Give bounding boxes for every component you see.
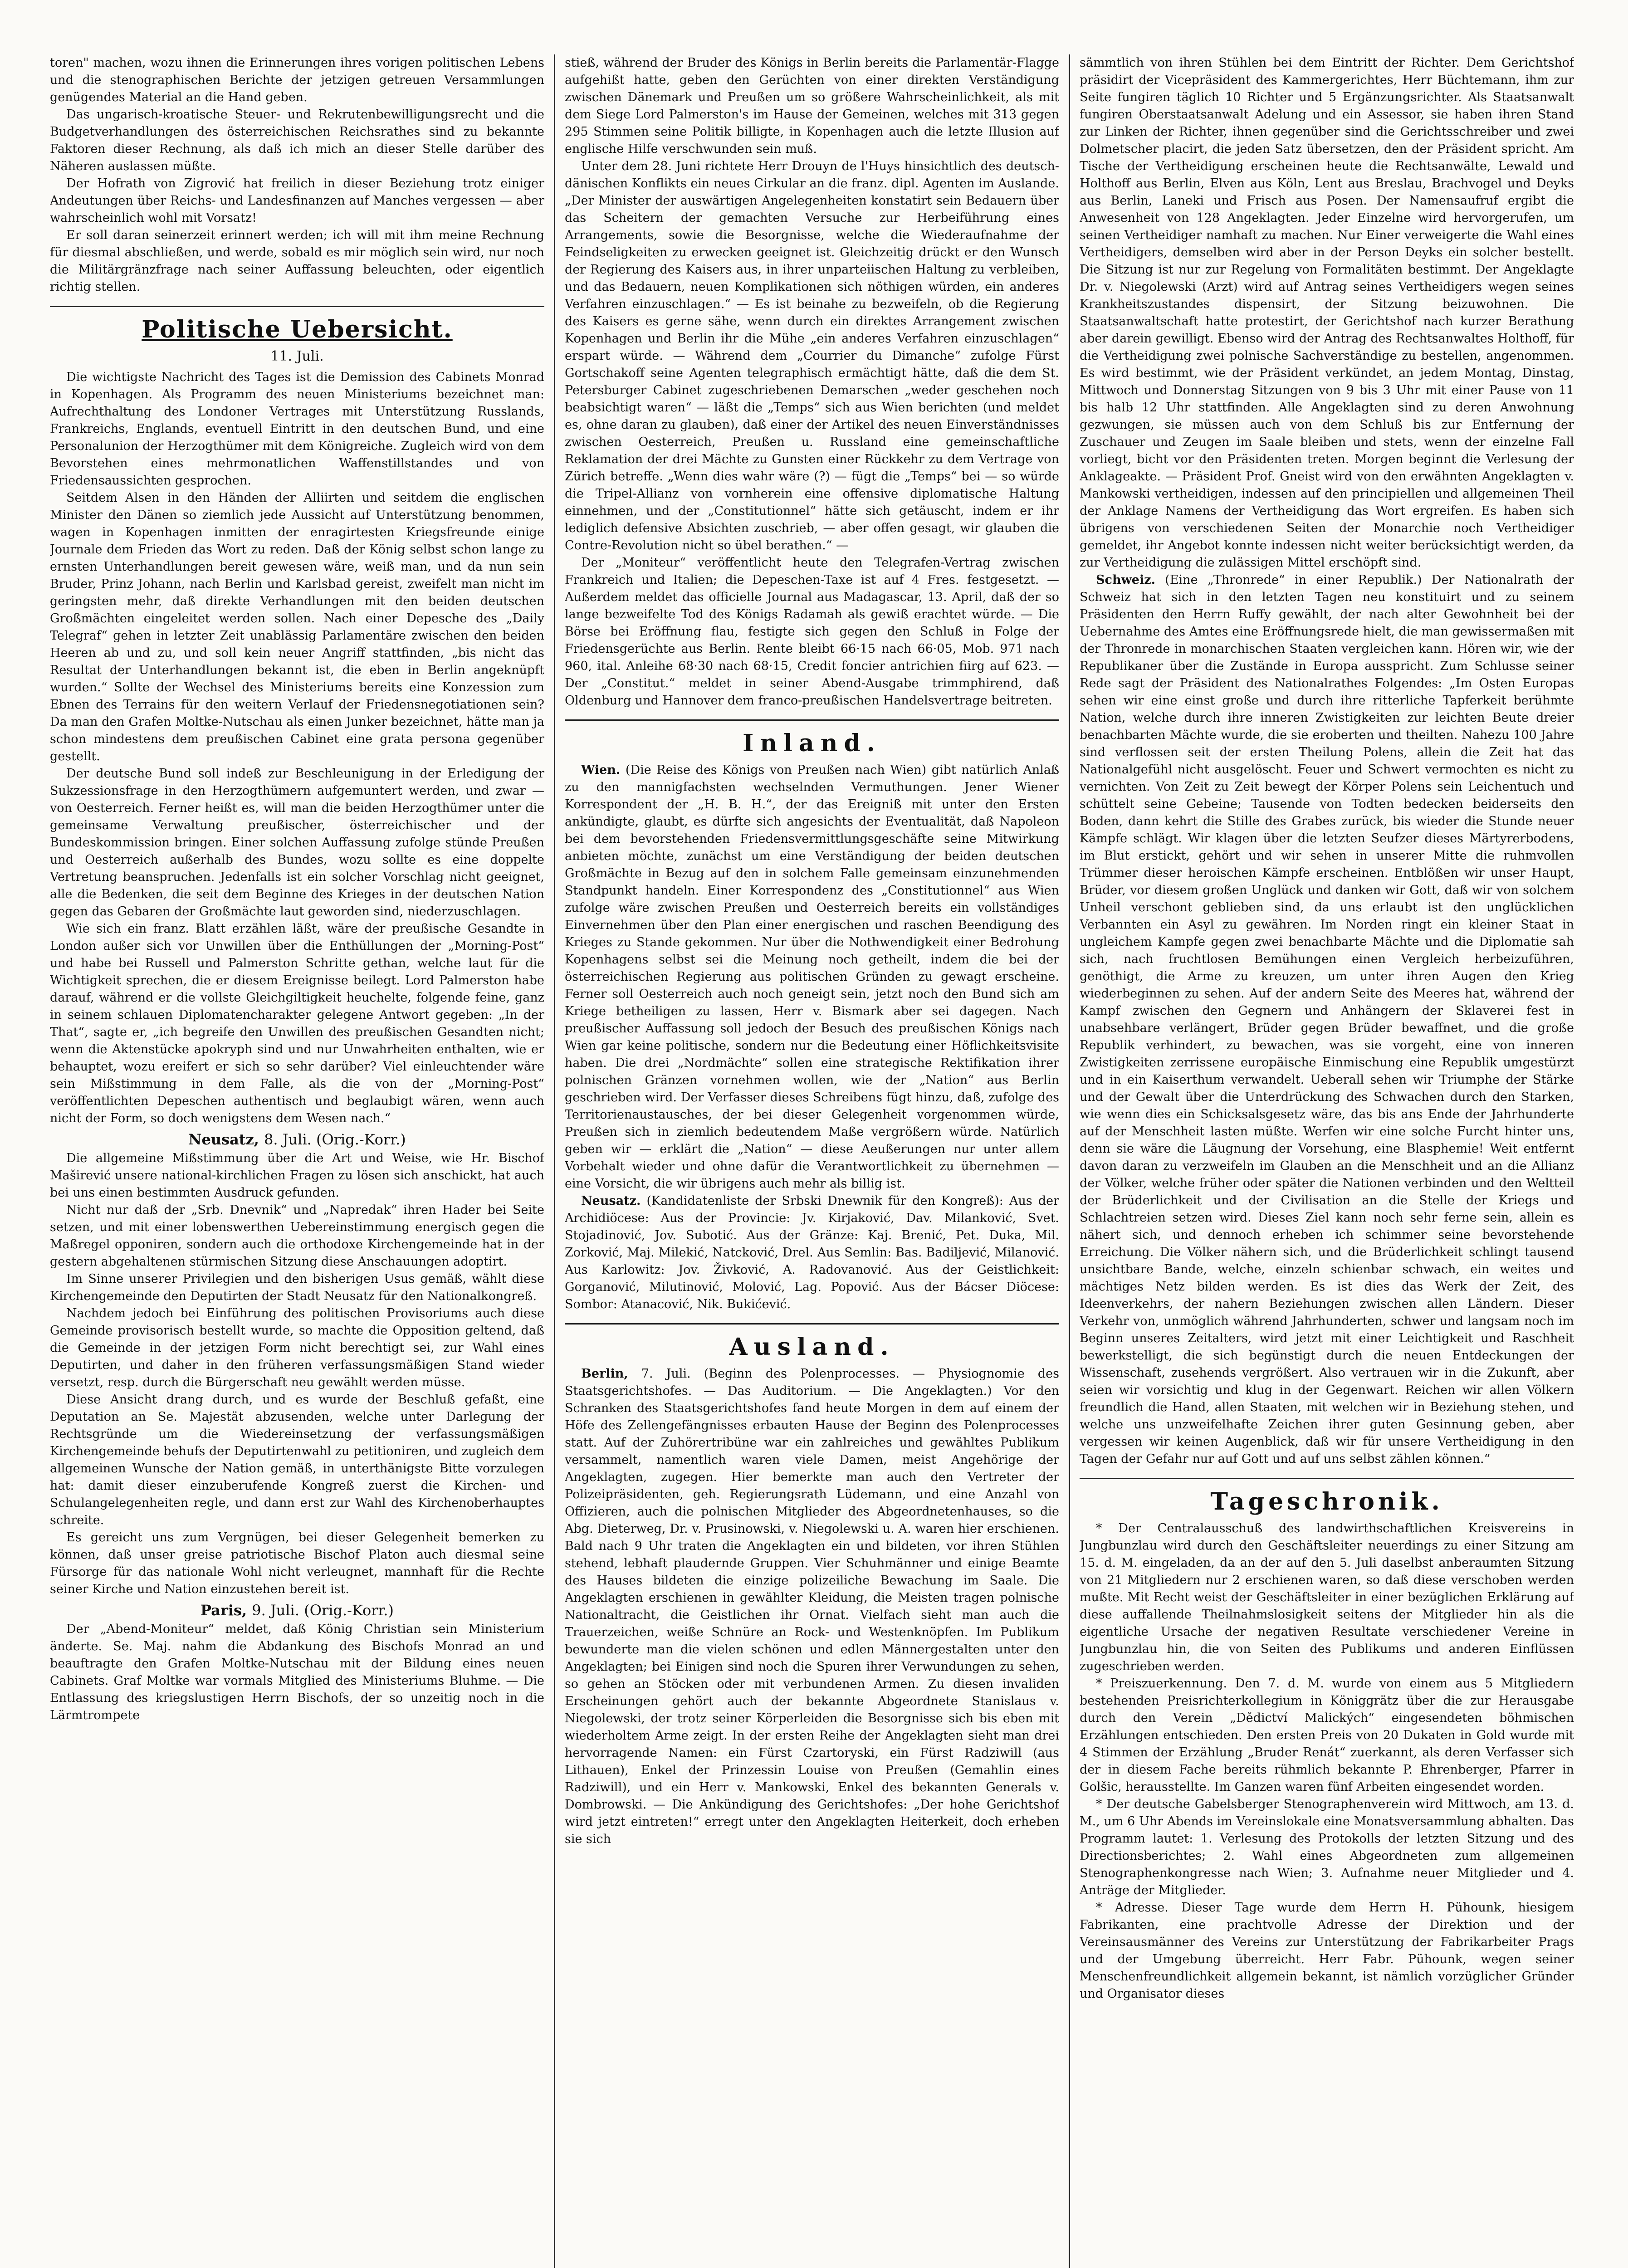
section-divider bbox=[565, 719, 1059, 721]
section-divider bbox=[1080, 1478, 1574, 1479]
newspaper-sheet bbox=[50, 54, 1583, 2268]
paragraph-body: (Die Reise des Königs von Preußen nach Wien) gibt natürlich Anlaß zu den mannigfachsten wechselnden Vermuthungen. Jener Wiener Korrespondent der „H. B. H.“, der das Ereigniß mit unter den Ersten ankündigte, glaubt, es dürfte sich angesichts der Eventualität, daß Napoleon bei dem bevorstehenden Friedensvermittlungsgeschäfte seine Mitwirkung anbieten möchte, zunächst um eine Verständigung der beiden deutschen Großmächte in Bezug auf den in solchem Falle gemeinsam einzunehmenden Standpunkt handeln. Einer Korrespondenz des „Constitutionnel“ aus Wien zufolge wäre zwischen Preußen und Oesterreich bereits ein vollständiges Einvernehmen über den Plan einer energischen und raschen Beendigung des Krieges zu Stande gekommen. Nur über die Nothwendigkeit einer Bedrohung Kopenhagens selbst sei die Meinung noch getheilt, indem die bei der österreichischen Regierung aus politischen Gründen zu gewagt erscheine. Ferner soll Oesterreich auch noch geneigt sein, jetzt noch den Bund sich am Kriege betheiligen zu lassen, Herr v. Bismark aber sei dagegen. Nach preußischer Auffassung soll jedoch der Besuch des preußischen Königs nach Wien gar keine politische, sondern nur die Bedeutung einer Höflichkeitsvisite haben. Die drei „Nordmächte“ sollen eine strategische Rektifikation ihrer polnischen Gränzen vornehmen wollen, wie der „Nation“ aus Berlin geschrieben wird. Der Verfasser dieses Schreibens fügt hinzu, daß, zufolge des Territorienaustausches, der bei dieser Gelegenheit vorgenommen würde, Preußen sich in ziemlich bedeutendem Maße vergrößern würde. Natürlich geben wir — erklärt die „Nation“ — diese Aeußerungen nur unter allem Vorbehalt wieder und ohne dafür die Verantwortlichkeit zu übernehmen — eine Vorsicht, die wir übrigens auch mehr als billig ist. bbox=[565, 763, 1059, 1191]
paragraph: * Der deutsche Gabelsberger Stenographenverein wird Mittwoch, am 13. d. M., um 6 Uhr Abends im Vereinslokale eine Monatsversammlung abhalten. Das Programm lautet: 1. Verlesung des Protokolls der letzten Sitzung und des Directionsberichtes; 2. Wahl eines Abgeordneten zum allgemeinen Stenographenkongresse nach Wien; 3. Aufnahme neuer Mitglieder und 4. Anträge der Mitglieder. bbox=[1080, 1797, 1574, 1897]
paragraph: stieß, während der Bruder des Königs in Berlin bereits die Parlamentär-Flagge aufgehißt hatte, geben den Gerüchten von einer direkten Verständigung zwischen Dänemark und Preußen um so größere Wahrscheinlichkeit, als mit dem Siege Lord Palmerston's im Hause der Gemeinen, welches mit 313 gegen 295 Stimmen seine Politik billigte, in Kopenhagen auch die letzte Illusion auf englische Hilfe verschwunden sein muß. bbox=[565, 56, 1059, 156]
paragraph bbox=[1080, 572, 1574, 1468]
section-divider bbox=[565, 1323, 1059, 1325]
paragraph-lead: Berlin, bbox=[581, 1367, 628, 1381]
section-date: 11. Juli. bbox=[270, 348, 324, 364]
paragraph: * Adresse. Dieser Tage wurde dem Herrn H. Pühounk, hiesigem Fabrikanten, eine prachtvolle Adresse der Direktion und der Vereinsausmänner des Vereins zur Unterstützung der Fabrikarbeiter Prags und der Umgebung überreicht. Herr Fabr. Pühounk, wegen seiner Menschenfreundlichkeit allgemein bekannt, ist nämlich vorzüglicher Gründer und Organisator dieses bbox=[1080, 1901, 1574, 2001]
paragraph-body: 7. Juli. (Beginn des Polenprocesses. — Physiognomie des Staatsgerichtshofes. — Das Auditorium. — Die Angeklagten.) Vor den Schranken des Staatsgerichtshofes fand heute Morgen in dem auf einem der Höfe des Zellengefängnisses erbauten Hause der Beginn des Polenprocesses statt. Auf der Zuhörertribüne war ein zahlreiches und gewähltes Publikum versammelt, namentlich waren viele Damen, meist Angehörige der Angeklagten, zugegen. Hier bemerkte man auch den Vertreter der Polizeipräsidenten, geh. Regierungsrath Lüdemann, und eine Anzahl von Offizieren, auch die polnischen Mitglieder des Abgeordnetenhauses, so die Abg. Dieterweg, Dr. v. Prusinowski, v. Niegolewski u. A. waren hier erschienen. Bald nach 9 Uhr traten die Angeklagten ein und bildeten, vor ihren Stühlen stehend, lebhaft plaudernde Gruppen. Vier Schuhmänner und einige Beamte des Hauses bildeten die einzige polizeiliche Bewachung im Saale. Die Angeklagten erschienen in gewählter Kleidung, die Meisten tragen polnische Nationaltracht, die Geistlichen ihr Ornat. Vielfach sieht man auch die Trauerzeichen, weiße Schnüre an Rock- und Westenknöpfen. Im Publikum bewunderte man die vielen schönen und edlen Männergestalten unter den Angeklagten; bei Einigen sind noch die Spuren ihrer Verwundungen zu sehen, so gehen an Stöcken oder mit verbundenen Armen. Zu diesen invaliden Erscheinungen gehört auch der bekannte Abgeordnete Stanislaus v. Niegolewski, der trotz seiner Körperleiden die Besorgnisse sich bis eben mit wiederholtem Arme zeigt. In der ersten Reihe der Angeklagten sieht man drei hervorragende Namen: ein Fürst Czartoryski, ein Fürst Radziwill (aus Lithauen), Enkel der Prinzessin Louise von Preußen (Gemahlin eines Radziwill), und ein Herr v. Mankowski, Enkel des bekannten Generals v. Dombrowski. — Die Ankündigung des Gerichtshofes: „Der hohe Gerichtshof wird jetzt eintreten!“ erregt unter den Angeklagten Heiterkeit, doch erheben sie sich bbox=[565, 1367, 1059, 1846]
paragraph: toren" machen, wozu ihnen die Erinnerungen ihres vorigen politischen Lebens und die stenographischen Berichte der jetzigen getreuen Versammlungen genügendes Material an die Hand geben. bbox=[50, 56, 544, 104]
column-rule bbox=[1069, 54, 1070, 2268]
paragraph: Der „Abend-Moniteur“ meldet, daß König Christian sein Ministerium änderte. Se. Maj. nahm die Abdankung des Bischofs Monrad an und beauftragte den Grafen Moltke-Nutschau mit der Bildung eines neuen Cabinets. Graf Moltke war vormals Mitglied des Ministeriums Bluhme. — Die Entlassung des kriegslustigen Herrn Bischofs, der so unzeitig noch in die Lärmtrompete bbox=[50, 1622, 544, 1722]
paragraph-body: (Kandidatenliste der Srbski Dnewnik für den Kongreß): Aus der Archidiöcese: Aus der Provincie: Jv. Kirjaković, Dav. Milanković, Svet. Stojadinović, Jov. Subotić. Aus der Gränze: Kaj. Brenić, Pet. Duka, Mil. Zorković, Maj. Milekić, Natcković, Drel. Aus Semlin: Bas. Badiljević, Milanović. Aus Karlowitz: Jov. Živković, A. Radovanović. Aus der Geistlichkeit: Gorganović, Milutinović, Molović, Lag. Popović. Aus der Bácser Diöcese: Sombor: Atanacović, Nik. Bukićević. bbox=[565, 1194, 1059, 1311]
section-title-inland: Inland. bbox=[743, 729, 881, 757]
paragraph-lead: Wien. bbox=[581, 763, 621, 777]
column-3 bbox=[1080, 54, 1574, 2268]
paragraph: * Der Centralausschuß des landwirthschaftlichen Kreisvereins in Jungbunzlau wird durch den Geschäftsleiter neuerdings zu einer Sitzung am 15. d. M. eingeladen, da an der auf den 5. Juli daselbst anberaumten Sitzung von 21 Mitgliedern nur 2 erschienen waren, so daß diese verschoben werden mußte. Mit Recht weist der Geschäftsleiter in einer bezüglichen Erklärung auf diese auffallende Theilnahmslosigkeit seitens der Mitglieder hin als die eigentliche Ursache der negativen Resultate verschiedener Vereine in Jungbunzlau hin, die von Seiten des Publikums und anderen Einflüssen zugeschrieben werden. bbox=[1080, 1521, 1574, 1673]
paragraph: Unter dem 28. Juni richtete Herr Drouyn de l'Huys hinsichtlich des deutsch-dänischen Konflikts ein neues Cirkular an die franz. dipl. Agenten im Auslande. „Der Minister der auswärtigen Angelegenheiten konstatirt sein Bedauern über das Scheitern der gemachten Versuche zur Herbeiführung eines Arrangements, sowie die Besorgnisse, welche die Wiederaufnahme der Feindseligkeiten zu erwecken geeignet ist. Gleichzeitig drückt er den Wunsch der Regierung des Kaisers aus, in ihrer unparteiischen Haltung zu verbleiben, und das Bedauern, neuen Komplikationen sich nöthigen würden, ein anderes Verfahren einzuschlagen.“ — Es ist beinahe zu bezweifeln, ob die Regierung des Kaisers es gerne sähe, wenn durch ein direktes Arrangement zwischen Kopenhagen und Berlin ihr die Mühe „ein anderes Verfahren einzuschlagen“ erspart würde. — Während dem „Courrier du Dimanche“ zufolge Fürst Gortschakoff seine Agenten telegraphisch ermächtigt hätte, daß die dem St. Petersburger Cabinet zugeschriebenen Demarschen „weder geschehen noch beabsichtigt waren“ — läßt die „Temps“ sich aus Wien berichten (und meldet es, ohne daran zu glauben), daß einer der Artikel des neuen Einverständnisses zwischen Oesterreich, Preußen u. Russland eine gemeinschaftliche Reklamation der drei Mächte zu Gunsten einer Rückkehr zu dem Vertrage von Zürich betreffe. „Wenn dies wahr wäre (?) — fügt die „Temps“ bei — so würde die Tripel-Allianz von vornherein eine offensive diplomatische Haltung einnehmen, und der „Constitutionnel“ hätte sich getäuscht, indem er ihr lediglich defensive Absichten zuschrieb, — aber offen gesagt, wir glauben die Contre-Revolution nicht so übel berathen.“ — bbox=[565, 159, 1059, 552]
paragraph: Es gereicht uns zum Vergnügen, bei dieser Gelegenheit bemerken zu können, daß unser greise patriotische Bischof Platon auch diesmal seine Fürsorge für das nationale Wohl nicht verleugnet, mannhaft für die Rechte seiner Kirche und Nation einzustehen bereit ist. bbox=[50, 1530, 544, 1596]
paragraph bbox=[565, 1365, 1059, 1848]
paragraph: Das ungarisch-kroatische Steuer- und Rekrutenbewilligungsrecht und die Budgetverhandlungen des österreichischen Reichsrathes sind zu bekannte Faktoren dieser Rechnung, als daß ich mich an dieser Stelle darüber des Näheren auslassen müßte. bbox=[50, 108, 544, 173]
section-divider bbox=[50, 306, 544, 307]
paragraph: Der deutsche Bund soll indeß zur Beschleunigung in der Erledigung der Sukzessionsfrage in den Herzogthümern aufgemuntert werden, und zwar — von Oesterreich. Ferner heißt es, will man die beiden Herzogthümer unter die gemeinsame Verwaltung preußischer, österreichischer und der Bundeskommission bringen. Einer solchen Auffassung zufolge stünde Preußen und Oesterreich außerhalb des Bundes, wozu sollte es eine doppelte Vertretung beanspruchen. Jedenfalls ist ein solcher Vorschlag nicht geeignet, alle die Bedenken, die seit dem Beginne des Krieges in der deutschen Nation gegen das Gebaren der Großmächte laut geworden sind, niederzuschlagen. bbox=[50, 767, 544, 919]
section-title-tageschronik: Tageschronik. bbox=[1210, 1488, 1443, 1515]
paragraph bbox=[565, 762, 1059, 1193]
dateline-place: Neusatz, bbox=[188, 1131, 259, 1148]
paragraph: Die wichtigste Nachricht des Tages ist die Demission des Cabinets Monrad in Kopenhagen. Als Programm des neuen Ministeriums bezeichnet man: Aufrechthaltung des Londoner Vertrages mit Unterstützung Russlands, Frankreichs, Englands, eventuell Eintritt in den deutschen Bund, und eine Personalunion der Herzogthümer mit dem Königreiche. Zugleich wird von dem Bevorstehen eines mehrmonatlichen Waffenstillstandes und von Friedensaussichten gesprochen. bbox=[50, 370, 544, 488]
paragraph: Seitdem Alsen in den Händen der Alliirten und seitdem die englischen Minister den Dänen so ziemlich jede Aussicht auf Unterstützung benommen, wagen in Kopenhagen inmitten der enragirtesten Kriegsfreunde einige Journale dem Frieden das Wort zu reden. Daß der König selbst schon lange zu ernsten Unterhandlungen bereit gewesen wäre, weiß man, und da nun sein Bruder, Prinz Johann, nach Berlin und Karlsbad gereist, zweifelt man nicht im geringsten mehr, daß direkte Verhandlungen mit den beiden deutschen Großmächten eingeleitet werden sollen. Nach einer Depesche des „Daily Telegraf“ gehen in letzter Zeit unablässig Parlamentäre zwischen den beiden Heeren ab und zu, und soll kein neuer Angriff stattfinden, „bis nicht das Resultat der Unterhandlungen bekannt ist, die eben in Berlin angeknüpft wurden.“ Sollte der Wechsel des Ministeriums bereits eine Konzession zum Ebnen des Terrains für den weitern Verlauf der Friedensnegotiationen sein? Da man den Grafen Moltke-Nutschau als einen Junker bezeichnet, hätte man ja schon mindestens dem preußischen Cabinet eine grata persona gegenüber gestellt. bbox=[50, 491, 544, 763]
column-1 bbox=[50, 54, 544, 2268]
section-title-politische-uebersicht: Politische Uebersicht. bbox=[142, 316, 453, 343]
section-title-ausland: Ausland. bbox=[729, 1333, 895, 1361]
paragraph: Nachdem jedoch bei Einführung des politischen Provisoriums auch diese Gemeinde provisorisch bestellt wurde, so machte die Opposition geltend, daß die Gemeinde in der jetzigen Form nicht berechtigt sei, zur Wahl eines Deputirten, und daher in den früheren verfassungsmäßigen Stand wieder versetzt, resp. durch die Bürgerschaft neu gewählt werden müsse. bbox=[50, 1306, 544, 1389]
paragraph: sämmtlich von ihren Stühlen bei dem Eintritt der Richter. Dem Gerichtshof präsidirt der Vicepräsident des Kammergerichtes, Herr Büchtemann, ihm zur Seite fungiren täglich 10 Richter und 5 Ergänzungsrichter. Als Staatsanwalt fungiren Oberstaatsanwalt Adelung und ein Assessor, sie haben ihren Stand zur Linken der Richter, ihnen gegenüber sind die Gerichtsschreiber und zwei Dolmetscher placirt, die jeden Satz übersetzen, den der Präsident spricht. Am Tische der Vertheidigung erscheinen heute die Rechtsanwälte, Lewald und Holthoff aus Berlin, Elven aus Köln, Lent aus Breslau, Brachvogel und Deyks aus Berlin, Laneki und Frisch aus Posen. Der Namensaufruf ergibt die Anwesenheit von 128 Angeklagten. Jeder Einzelne wird hervorgerufen, um seinen Vertheidiger namhaft zu machen. Nur Einer verweigerte die Wahl eines Vertheidigers, demselben wird aber in der Person Deyks ein solcher bestellt. Die Sitzung ist nur zur Regelung von Formalitäten bestimmt. Der Angeklagte Dr. v. Niegolewski (Arzt) wird auf Antrag seines Vertheidigers wegen seines Krankheitszustandes dispensirt, der Sitzung beizuwohnen. Die Staatsanwaltschaft hatte protestirt, der Gerichtshof nach kurzer Berathung aber darein gewilligt. Ebenso wird der Antrag des Rechtsanwaltes Holthoff, für die Vertheidigung zwei polnische Sachverständige zu bestellen, angenommen. Es wird bestimmt, wie der Präsident verkündet, an jedem Montag, Dinstag, Mittwoch und Donnerstag Sitzungen von 9 bis 3 Uhr mit einer Pause von 11 bis halb 12 Uhr stattfinden. Alle Angeklagten sind zu deren Anwohnung gezwungen, sie müssen auch von dem Schluß bis zur Entfernung der Zuschauer und Zeugen im Saale bleiben und stets, wenn der einzelne Fall vorliegt, bicht vor den Präsidenten treten. Morgen beginnt die Verlesung der Anklageakte. — Präsident Prof. Gneist wird von den erwähnten Angeklagten v. Mankowski vertheidigen, indessen auf den principiellen und allgemeinen Theil der Anklage Namens der Vertheidigung das Wort ergreifen. Es haben sich übrigens von verschiedenen Seiten der Monarchie noch Vertheidiger gemeldet, ihr Angebot konnte indessen nicht weiter berücksichtigt werden, da zur Vertheidigung die zulässigen Mittel erschöpft sind. bbox=[1080, 56, 1574, 570]
paragraph-body: (Eine „Thronrede“ in einer Republik.) Der Nationalrath der Schweiz hat sich in den letzten Tagen neu konstituirt und zu seinem Präsidenten den Herrn Ruffy gewählt, der nach alter Gewohnheit bei der Uebernahme des Amtes eine Eröffnungsrede hielt, die man gewissermaßen mit der Thronrede in monarchischen Staaten vergleichen kann. Hören wir, wie der Republikaner über die Zustände in Europa ausspricht. Zum Schlusse seiner Rede sagt der Präsident des Nationalrathes Folgendes: „Im Osten Europas sehen wir eine einst große und durch ihre ritterliche Tapferkeit berühmte Nation, welche durch ihre inneren Zwistigkeiten zur leichten Beute dreier benachbarten Mächte wurde, die sie eroberten und theilten. Nahezu 100 Jahre sind verflossen seit der ersten Theilung Polens, allein die Zeit hat das Nationalgefühl nicht ausgelöscht. Feuer und Schwert vermochten es nicht zu vernichten. Von Zeit zu Zeit bewegt der Körper Polens sein Leichentuch und schüttelt seine Gebeine; Tausende von Todten bedecken beiderseits den Boden, dann kehrt die Stille des Grabes zurück, bis wieder die Stunde neuer Kämpfe schlägt. Wir klagen über die letzten Seufzer dieses Märtyrerbodens, im Blut erstickt, gehört und wir sehen in unserer Mitte die ruhmvollen Trümmer dieser heroischen Kämpfe erscheinen. Entblößen wir unser Haupt, Brüder, vor diesem großen Unglück und danken wir Gott, daß wir von solchem Unheil verschont geblieben sind, da uns erlaubt ist den unglücklichen Verbannten ein Asyl zu gewähren. Im Norden ringt ein kleiner Staat in ungleichem Kampfe gegen zwei benachbarte Mächte und die Diplomatie sah sich, nach fruchtlosen Bemühungen einen Vergleich herbeizuführen, genöthigt, die Arme zu kreuzen, um unter ihren Augen den Krieg wiederbeginnen zu sehen. Auf der andern Seite des Meeres hat, während der Kampf zwischen den Gegnern und Anhängern der Sklaverei fest in unabsehbare verlängert, Brüder gegen Brüder bewaffnet, und die große Republik verhindert, zu bewachen, was sie vorgeht, eine von inneren Zwistigkeiten zerrissene europäische Einmischung eine Republik umgestürzt und in ein Kaiserthum verwandelt. Ueberall sehen wir Triumphe der Stärke und der Gewalt über die Unterdrückung des Schwachen durch den Starken, wie wenn dies ein Schicksalsgesetz wäre, das bis ans Ende der Jahrhunderte auf der Menschheit lasten müßte. Werfen wir eine solche Furcht hinter uns, denn sie wäre die Läugnung der Vorsehung, eine Blasphemie! Weit entfernt davon daran zu verzweifeln im Glauben an die Menschheit und an die Allianz der Völker, welche früher oder später die Nationen verbinden und den Weltteil der Brüderlichkeit und der Civilisation an die Stelle der Kriegs und Schlachtreien setzen wird. Dieses Ziel kann noch sehr ferne sein, allein es nähert sich, und dennoch erheben ich schimmer seine bevorstehende Erreichung. Die Völker nähern sich, und die Brüderlichkeit schlingt tausend unsichtbare Bande, welche, einzeln schienbar schwach, ein weites und mächtiges Netz bilden werden. Es ist dies das Werk der Zeit, des Ideenverkehrs, der nahern Beziehungen zwischen allen Ländern. Dieser Verkehr von, unmöglich während Jahrhunderten, schwer und langsam noch im Beginn unseres Zeitalters, wird jetzt mit einer Leichtigkeit und Raschheit bewerkstelligt, die sich begünstigt durch die neuen Entdeckungen der Wissenschaft, zusehends vergrößert. Also vertrauen wir in die Zukunft, aber seien wir vorsichtig und klug in der Gegenwart. Reichen wir allen Völkern freundlich die Hand, allen Staaten, mit welchen wir in Beziehung stehen, und welche uns unzweifelhafte Zeichen ihrer guten Gesinnung geben, aber vergessen wir keinen Augenblick, daß wir für unsere Vertheidigung in den Tagen der Gefahr nur auf Gott und auf uns selbst zählen können.“ bbox=[1080, 573, 1574, 1466]
dateline-date: 8. Juli. (Orig.-Korr.) bbox=[264, 1131, 406, 1148]
paragraph: Im Sinne unserer Privilegien und den bisherigen Usus gemäß, wählt diese Kirchengemeinde den Deputirten der Stadt Neusatz für den Nationalkongreß. bbox=[50, 1272, 544, 1303]
paragraph-lead: Neusatz. bbox=[581, 1194, 641, 1208]
paragraph: Der „Moniteur“ veröffentlicht heute den Telegrafen-Vertrag zwischen Frankreich und Italien; die Depeschen-Taxe ist auf 4 Fres. festgesetzt. — Außerdem meldet das officielle Journal aus Madagascar, 13. April, daß der so lange bezweifelte Tod des Königs Radamah als gewiß erachtet würde. — Die Börse bei Eröffnung flau, festigte sich gegen den Schluß in Folge der Friedensgerüchte aus Berlin. Rente bleibt 66·15 nach 66·05, Mob. 971 nach 960, ital. Anleihe 68·30 nach 68·15, Credit foncier antrichien fiirg auf 623. — Der „Constitut.“ meldet in seiner Abend-Ausgabe trimmphirend, daß Oldenburg und Hannover dem franco-preußischen Handelsvertrage beitreten. bbox=[565, 556, 1059, 708]
paragraph: Nicht nur daß der „Srb. Dnevnik“ und „Napredak“ ihren Hader bei Seite setzen, und mit einer lobenswerthen Uebereinstimmung energisch gegen die Maßregel opponiren, sondern auch die orthodoxe Kirchengemeinde hat in der gestern abgehaltenen stürmischen Sitzung diese Anschauungen adoptirt. bbox=[50, 1203, 544, 1269]
column-2 bbox=[565, 54, 1059, 2268]
paragraph: Der Hofrath von Zigrović hat freilich in dieser Beziehung trotz einiger Andeutungen über Reichs- und Landesfinanzen auf Manches vergessen — aber wahrscheinlich wohl mit Vorsatz! bbox=[50, 176, 544, 225]
dateline-neusatz bbox=[50, 1131, 544, 1148]
paragraph-lead: Schweiz. bbox=[1096, 573, 1155, 587]
dateline-paris bbox=[50, 1602, 544, 1619]
paragraph: Die allgemeine Mißstimmung über die Art und Weise, wie Hr. Bischof Maširević unsere national-kirchlichen Fragen zu lösen sich anschickt, hat auch bei uns einen bestimmten Ausdruck gefunden. bbox=[50, 1151, 544, 1200]
paragraph: Er soll daran seinerzeit erinnert werden; ich will mit ihm meine Rechnung für diesmal abschließen, und werde, sobald es mir möglich sein wird, nur noch die Militärgränzfrage nach seiner Auffassung beleuchten, oder eigentlich richtig stellen. bbox=[50, 228, 544, 294]
paragraph bbox=[565, 1193, 1059, 1313]
paragraph: Diese Ansicht drang durch, und es wurde der Beschluß gefaßt, eine Deputation an Se. Majestät abzusenden, welche unter Darlegung der Rechtsgründe um die Wiedereinsetzung der verfassungsmäßigen Kirchengemeinde behufs der Deputirtenwahl zu petitioniren, und zugleich dem allgemeinen Wunsche der Nation gemäß, in unterthänigste Bitte vorzulegen hat: damit dieser einzuberufende Kongreß zuerst die Kirchen- und Schulangelegenheiten regle, und dann erst zur Wahl des Kirchenoberhauptes schreite. bbox=[50, 1393, 544, 1527]
paragraph: Wie sich ein franz. Blatt erzählen läßt, wäre der preußische Gesandte in London außer sich vor Unwillen über die Enthüllungen der „Morning-Post“ und habe bei Russell und Palmerston Schritte gethan, welche laut für die Wichtigkeit sprechen, die er diesem Ereignisse beilegt. Lord Palmerston habe darauf, während er die vollste Gleichgiltigkeit heuchelte, folgende feine, ganz in seinem schlauen Diplomatencharakter gelegene Antwort gegeben: „In der That“, sagte er, „ich begreife den Unwillen des preußischen Gesandten nicht; wenn die Aktenstücke apokryph sind und nur Unwahrheiten enthalten, wie er behauptet, wozu ereifert er sich so sehr darüber? Viel einleuchtender wäre sein Mißstimmung in dem Falle, als die von der „Morning-Post“ veröffentlichten Depeschen authentisch und beglaubigt wären, wenn auch nicht der Form, so doch wenigstens dem Wesen nach.“ bbox=[50, 922, 544, 1125]
dateline-date: 9. Juli. (Orig.-Korr.) bbox=[252, 1602, 394, 1619]
column-rule bbox=[554, 54, 555, 2268]
dateline-place: Paris, bbox=[200, 1602, 247, 1619]
paragraph: * Preiszuerkennung. Den 7. d. M. wurde von einem aus 5 Mitgliedern bestehenden Preisrichterkollegium in Königgrätz über die zur Herausgabe durch den Verein „Dědictví Malických“ eingesendeten böhmischen Erzählungen entschieden. Den ersten Preis von 20 Dukaten in Gold wurde mit 4 Stimmen der Erzählung „Bruder Renát“ zuerkannt, als deren Verfasser sich der in diesem Fache bereits rühmlich bekannte P. Ehrenberger, Pfarrer in Golšic, herausstellte. Im Ganzen waren fünf Arbeiten eingesendet worden. bbox=[1080, 1677, 1574, 1794]
